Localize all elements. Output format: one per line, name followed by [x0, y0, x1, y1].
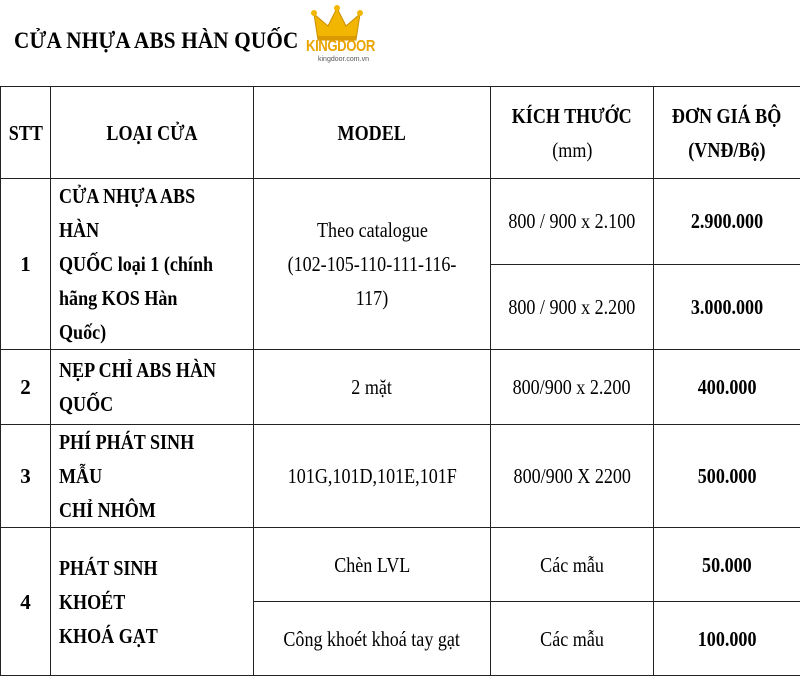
- row-size: 800 / 900 x 2.200: [491, 264, 654, 350]
- row-type: PHÁT SINH KHOÉT KHOÁ GẠT: [51, 528, 254, 676]
- row-stt: 2: [1, 350, 51, 425]
- row-size: 800/900 x 2.200: [491, 350, 654, 425]
- row-type: CỬA NHỰA ABS HÀN QUỐC loại 1 (chính hãng KOS Hàn Quốc): [51, 179, 254, 350]
- row-type: PHÍ PHÁT SINH MẪU CHỈ NHÔM: [51, 425, 254, 528]
- table-row: [1, 425, 800, 528]
- table-row: [1, 350, 800, 425]
- row-stt: 3: [1, 425, 51, 528]
- logo-brand-text: KINGDOOR: [306, 38, 375, 56]
- page-title: CỬA NHỰA ABS HÀN QUỐC: [14, 28, 298, 54]
- row-model: Công khoét khoá tay gạt: [254, 602, 491, 676]
- header-size: KÍCH THƯỚC (mm): [491, 87, 654, 179]
- row-size: Các mẫu: [491, 602, 654, 676]
- row-price: 2.900.000: [654, 179, 800, 265]
- row-price: 50.000: [654, 528, 800, 602]
- row-stt: 4: [1, 528, 51, 676]
- row-price: 500.000: [654, 425, 800, 528]
- header-model: MODEL: [254, 87, 491, 179]
- row-stt: 1: [1, 179, 51, 350]
- row-price: 400.000: [654, 350, 800, 425]
- row-price: 100.000: [654, 602, 800, 676]
- header-stt: STT: [1, 87, 51, 179]
- row-price: 3.000.000: [654, 264, 800, 350]
- price-table: [0, 86, 800, 676]
- row-model: Chèn LVL: [254, 528, 491, 602]
- row-model: 101G,101D,101E,101F: [254, 425, 491, 528]
- header-row: [1, 87, 800, 179]
- header-type: LOẠI CỬA: [51, 87, 254, 179]
- row-size: 800/900 X 2200: [491, 425, 654, 528]
- kingdoor-logo: [300, 4, 395, 66]
- row-type: NẸP CHỈ ABS HÀN QUỐC: [51, 350, 254, 425]
- row-size: 800 / 900 x 2.100: [491, 179, 654, 265]
- table-row: [1, 528, 800, 602]
- row-model: Theo catalogue (102-105-110-111-116-117): [254, 179, 491, 350]
- row-size: Các mẫu: [491, 528, 654, 602]
- logo-site-text: kingdoor.com.vn: [318, 56, 369, 63]
- row-model: 2 mặt: [254, 350, 491, 425]
- header-price: ĐƠN GIÁ BỘ (VNĐ/Bộ): [654, 87, 800, 179]
- table-row: [1, 179, 800, 265]
